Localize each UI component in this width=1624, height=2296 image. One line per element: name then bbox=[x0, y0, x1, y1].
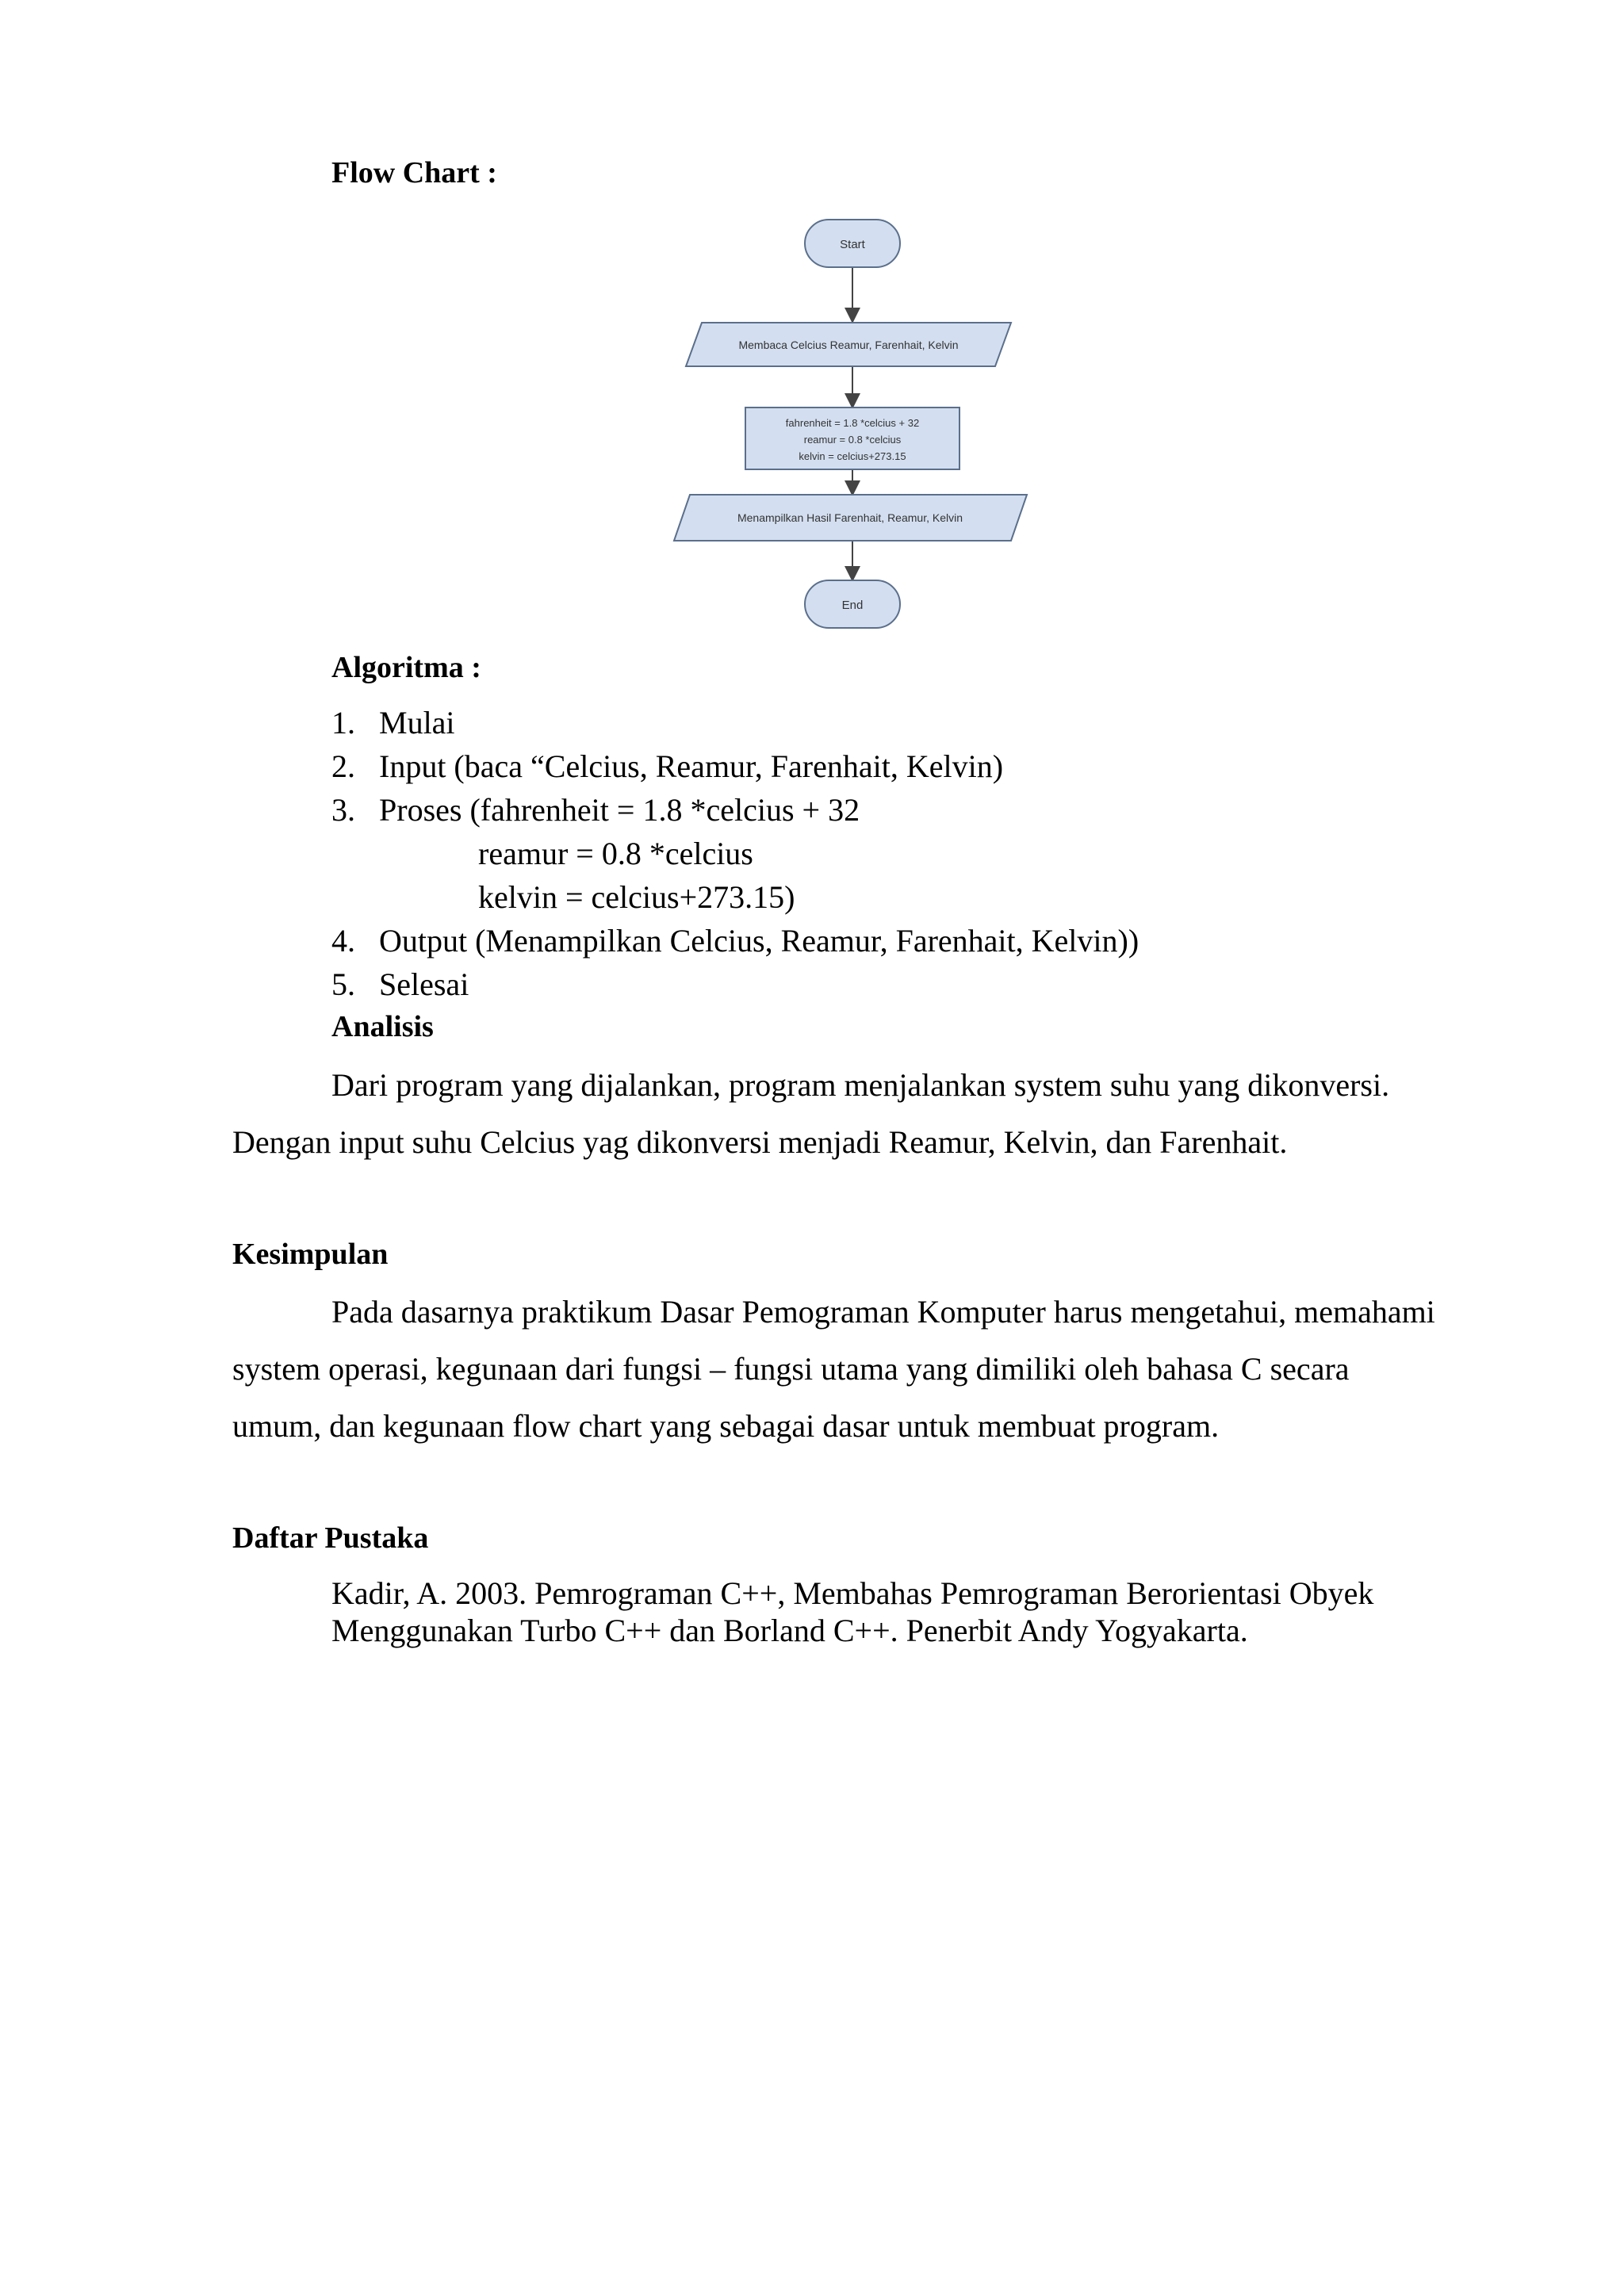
algorithm-heading: Algoritma : bbox=[331, 651, 481, 684]
step-text: Input (baca “Celcius, Reamur, Farenhait, Kelvin) bbox=[379, 748, 1004, 784]
process-line-1: fahrenheit = 1.8 *celcius + 32 bbox=[785, 417, 920, 429]
algorithm-step-4 bbox=[331, 922, 1139, 959]
flowchart-diagram bbox=[666, 208, 1039, 636]
process-line-2: reamur = 0.8 *celcius bbox=[803, 434, 902, 446]
algorithm-step-1 bbox=[331, 704, 455, 741]
conclusion-paragraph-line-3: umum, dan kegunaan flow chart yang sebagai dasar untuk membuat program. bbox=[232, 1408, 1220, 1444]
reference-line-2: Menggunakan Turbo C++ dan Borland C++. Penerbit Andy Yogyakarta. bbox=[331, 1613, 1248, 1648]
end-label: End bbox=[841, 599, 864, 612]
input-label: Membaca Celcius Reamur, Farenhait, Kelvin bbox=[738, 339, 959, 351]
step-text: Mulai bbox=[379, 705, 455, 740]
analysis-paragraph-line-2: Dengan input suhu Celcius yag dikonversi menjadi Reamur, Kelvin, dan Farenhait. bbox=[232, 1124, 1288, 1160]
conclusion-heading: Kesimpulan bbox=[232, 1238, 389, 1271]
conclusion-paragraph-line-2: system operasi, kegunaan dari fungsi – fungsi utama yang dimiliki oleh bahasa C secara bbox=[232, 1351, 1350, 1387]
reference-line-1: Kadir, A. 2003. Pemrograman C++, Membahas Pemrograman Berorientasi Obyek bbox=[331, 1575, 1374, 1611]
flowchart-heading: Flow Chart : bbox=[331, 156, 497, 189]
step-number: 5. bbox=[331, 966, 355, 1002]
algorithm-step-3-cont-1: reamur = 0.8 *celcius bbox=[478, 836, 753, 871]
process-line-3: kelvin = celcius+273.15 bbox=[799, 450, 906, 462]
analysis-heading: Analisis bbox=[331, 1010, 434, 1043]
step-number: 4. bbox=[331, 923, 355, 959]
algorithm-step-5 bbox=[331, 966, 469, 1003]
conclusion-paragraph-line-1: Pada dasarnya praktikum Dasar Pemograman Komputer harus mengetahui, memahami bbox=[331, 1294, 1435, 1330]
references-heading: Daftar Pustaka bbox=[232, 1521, 429, 1555]
algorithm-step-3 bbox=[331, 791, 860, 828]
step-text: Output (Menampilkan Celcius, Reamur, Farenhait, Kelvin)) bbox=[379, 923, 1139, 959]
output-label: Menampilkan Hasil Farenhait, Reamur, Kelvin bbox=[737, 511, 963, 524]
step-number: 1. bbox=[331, 705, 355, 740]
step-text: Selesai bbox=[379, 966, 469, 1002]
step-number: 3. bbox=[331, 792, 355, 828]
step-text: Proses (fahrenheit = 1.8 *celcius + 32 bbox=[379, 792, 860, 828]
start-label: Start bbox=[840, 238, 865, 251]
step-number: 2. bbox=[331, 748, 355, 784]
analysis-paragraph-line-1: Dari program yang dijalankan, program menjalankan system suhu yang dikonversi. bbox=[331, 1067, 1390, 1103]
algorithm-step-2 bbox=[331, 748, 1003, 785]
algorithm-step-3-cont-2: kelvin = celcius+273.15) bbox=[478, 879, 795, 915]
